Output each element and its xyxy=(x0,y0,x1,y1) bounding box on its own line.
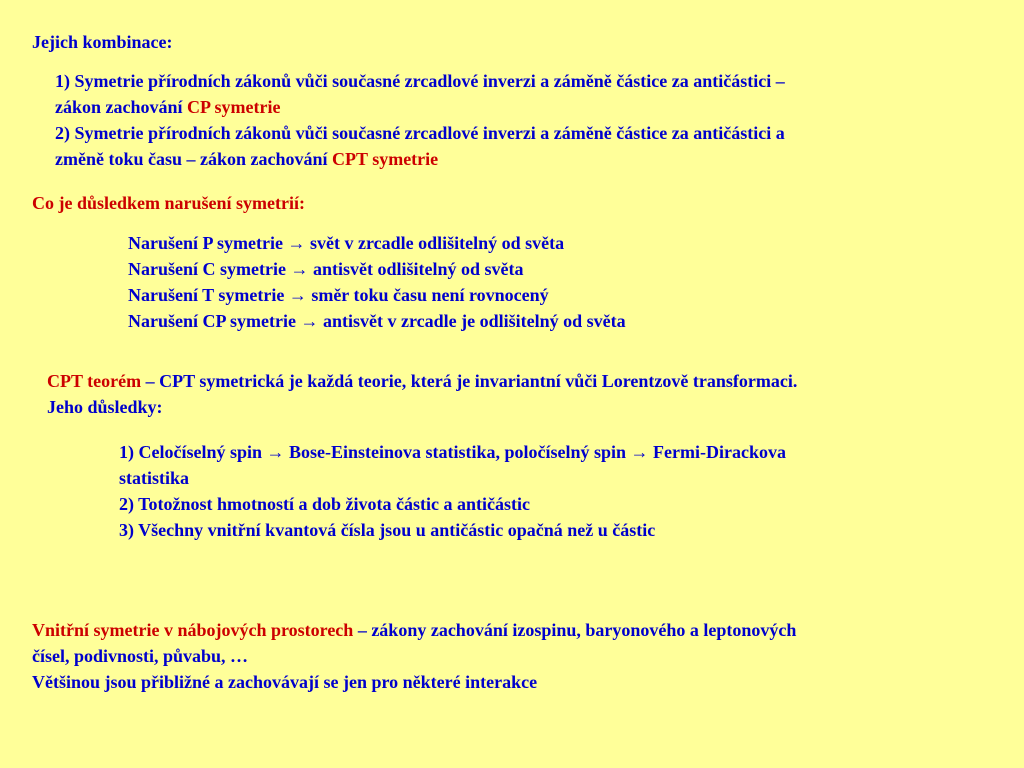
violation-cp: Narušení CP symetrie → antisvět v zrcadle je odlišitelný od světa xyxy=(128,311,626,331)
cpt-theorem-text: – CPT symetrická je každá teorie, která je invariantní vůči Lorentzově transformaci. xyxy=(145,371,798,391)
cpt-theorem-line xyxy=(47,368,797,394)
consequence-1-line2: statistika xyxy=(119,468,190,488)
violation-section xyxy=(32,190,305,216)
consequences-label: Jeho důsledky: xyxy=(47,397,163,417)
combination-1-line2 xyxy=(55,94,785,120)
internal-symmetry-text: – zákony zachování izospinu, baryonového a leptonových xyxy=(357,620,797,640)
violation-heading: Co je důsledkem narušení symetrií: xyxy=(32,193,305,213)
cp-symmetry-term: CP symetrie xyxy=(187,97,281,117)
combinations-list xyxy=(55,68,785,172)
internal-symmetry-line1 xyxy=(32,617,796,643)
internal-symmetry-section xyxy=(32,617,796,695)
combination-2-prefix: změně toku času – zákon zachování xyxy=(55,149,328,169)
violation-c: Narušení C symetrie → antisvět odlišitelný od světa xyxy=(128,259,524,279)
consequence-2: 2) Totožnost hmotností a dob života částic a antičástic xyxy=(119,494,530,514)
combination-2-line1: 2) Symetrie přírodních zákonů vůči současné zrcadlové inverzi a záměně částice za antičástici a xyxy=(55,123,785,143)
consequence-1-line1: 1) Celočíselný spin → Bose-Einsteinova statistika, poločíselný spin → Fermi-Dirackova xyxy=(119,442,787,462)
cpt-symmetry-term: CPT symetrie xyxy=(332,149,439,169)
internal-symmetry-line2: čísel, podivnosti, půvabu, … xyxy=(32,646,249,666)
combination-1-prefix: zákon zachování xyxy=(55,97,183,117)
consequences-list xyxy=(119,439,786,543)
cpt-theorem-term: CPT teorém xyxy=(47,371,142,391)
intro-heading: Jejich kombinace: xyxy=(32,32,173,52)
combination-1-line1: 1) Symetrie přírodních zákonů vůči současné zrcadlové inverzi a záměně částice za antičástici – xyxy=(55,71,785,91)
intro-section xyxy=(32,29,172,55)
violation-t: Narušení T symetrie → směr toku času není rovnocený xyxy=(128,285,549,305)
internal-symmetry-term: Vnitřní symetrie v nábojových prostorech xyxy=(32,620,354,640)
consequence-3: 3) Všechny vnitřní kvantová čísla jsou u antičástic opačná než u částic xyxy=(119,520,656,540)
violations-list xyxy=(128,230,626,334)
internal-symmetry-line3: Většinou jsou přibližné a zachovávají se jen pro některé interakce xyxy=(32,672,538,692)
cpt-theorem-section xyxy=(47,368,797,420)
combination-2-line2 xyxy=(55,146,785,172)
violation-p: Narušení P symetrie → svět v zrcadle odlišitelný od světa xyxy=(128,233,565,253)
